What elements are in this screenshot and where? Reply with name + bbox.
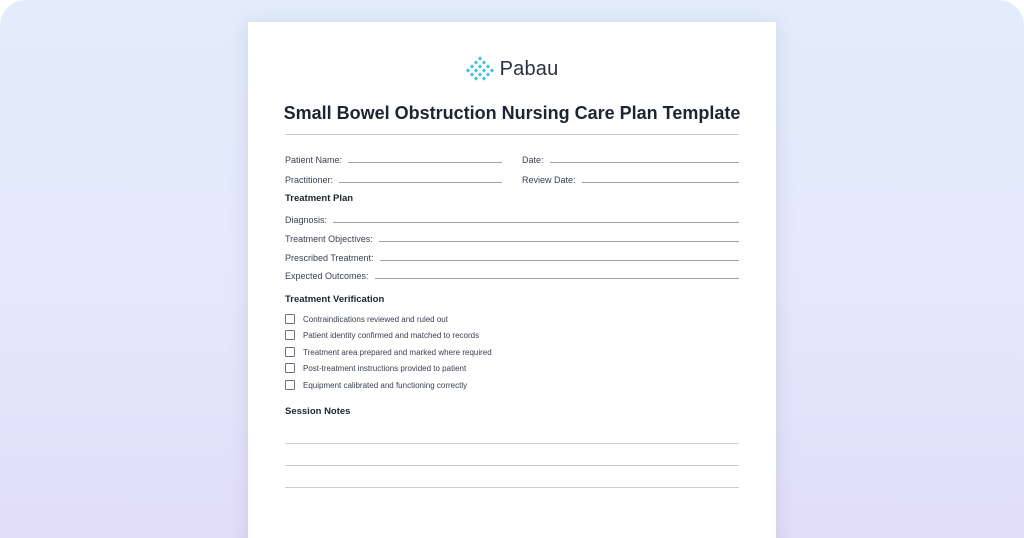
patient-name-field[interactable] <box>285 151 502 165</box>
verification-item[interactable] <box>285 346 492 358</box>
review-date-field[interactable] <box>522 171 739 185</box>
document-title: Small Bowel Obstruction Nursing Care Plan Template <box>283 103 741 123</box>
verification-item-label: Patient identity confirmed and matched to records <box>303 330 480 340</box>
session-notes-line[interactable] <box>285 443 739 444</box>
date-field[interactable] <box>522 151 739 165</box>
practitioner-label: Practitioner: <box>285 175 334 185</box>
verification-item[interactable] <box>285 379 467 391</box>
practitioner-line[interactable] <box>339 182 502 183</box>
objectives-line[interactable] <box>379 241 739 242</box>
practitioner-field[interactable] <box>285 171 502 185</box>
checkbox[interactable] <box>285 330 295 340</box>
prescribed-treatment-field[interactable] <box>285 249 739 263</box>
date-line[interactable] <box>550 162 739 163</box>
verification-item[interactable] <box>285 329 479 341</box>
session-notes-line[interactable] <box>285 487 739 488</box>
treatment-plan-heading: Treatment Plan <box>285 193 354 204</box>
checkbox[interactable] <box>285 380 295 390</box>
diamond-grid-icon <box>466 56 494 82</box>
diagnosis-field[interactable] <box>285 211 739 225</box>
verification-item[interactable] <box>285 313 448 325</box>
verification-item-label: Contraindications reviewed and ruled out <box>303 314 448 324</box>
prescribed-treatment-label: Prescribed Treatment: <box>285 253 374 263</box>
verification-item-label: Post-treatment instructions provided to patient <box>303 363 467 373</box>
verification-item[interactable] <box>285 362 466 374</box>
verification-item-label: Treatment area prepared and marked where required <box>303 347 492 357</box>
expected-outcomes-line[interactable] <box>375 278 739 279</box>
checkbox[interactable] <box>285 314 295 324</box>
treatment-verification-heading: Treatment Verification <box>285 294 385 305</box>
expected-outcomes-field[interactable] <box>285 267 739 281</box>
diagnosis-label: Diagnosis: <box>285 215 328 225</box>
prescribed-treatment-line[interactable] <box>380 260 739 261</box>
checkbox[interactable] <box>285 363 295 373</box>
diagnosis-line[interactable] <box>333 222 739 223</box>
verification-item-label: Equipment calibrated and functioning correctly <box>303 380 468 390</box>
objectives-label: Treatment Objectives: <box>285 234 373 244</box>
expected-outcomes-label: Expected Outcomes: <box>285 271 369 281</box>
patient-name-line[interactable] <box>348 162 502 163</box>
care-plan-document <box>248 22 776 538</box>
checkbox[interactable] <box>285 347 295 357</box>
brand-name: Pabau <box>499 57 559 80</box>
review-date-line[interactable] <box>582 182 739 183</box>
patient-name-label: Patient Name: <box>285 155 343 165</box>
review-date-label: Review Date: <box>522 175 576 185</box>
session-notes-line[interactable] <box>285 465 739 466</box>
pabau-logo <box>248 56 776 82</box>
objectives-field[interactable] <box>285 230 739 244</box>
session-notes-heading: Session Notes <box>285 406 351 417</box>
date-label: Date: <box>522 155 544 165</box>
title-divider <box>285 134 739 135</box>
